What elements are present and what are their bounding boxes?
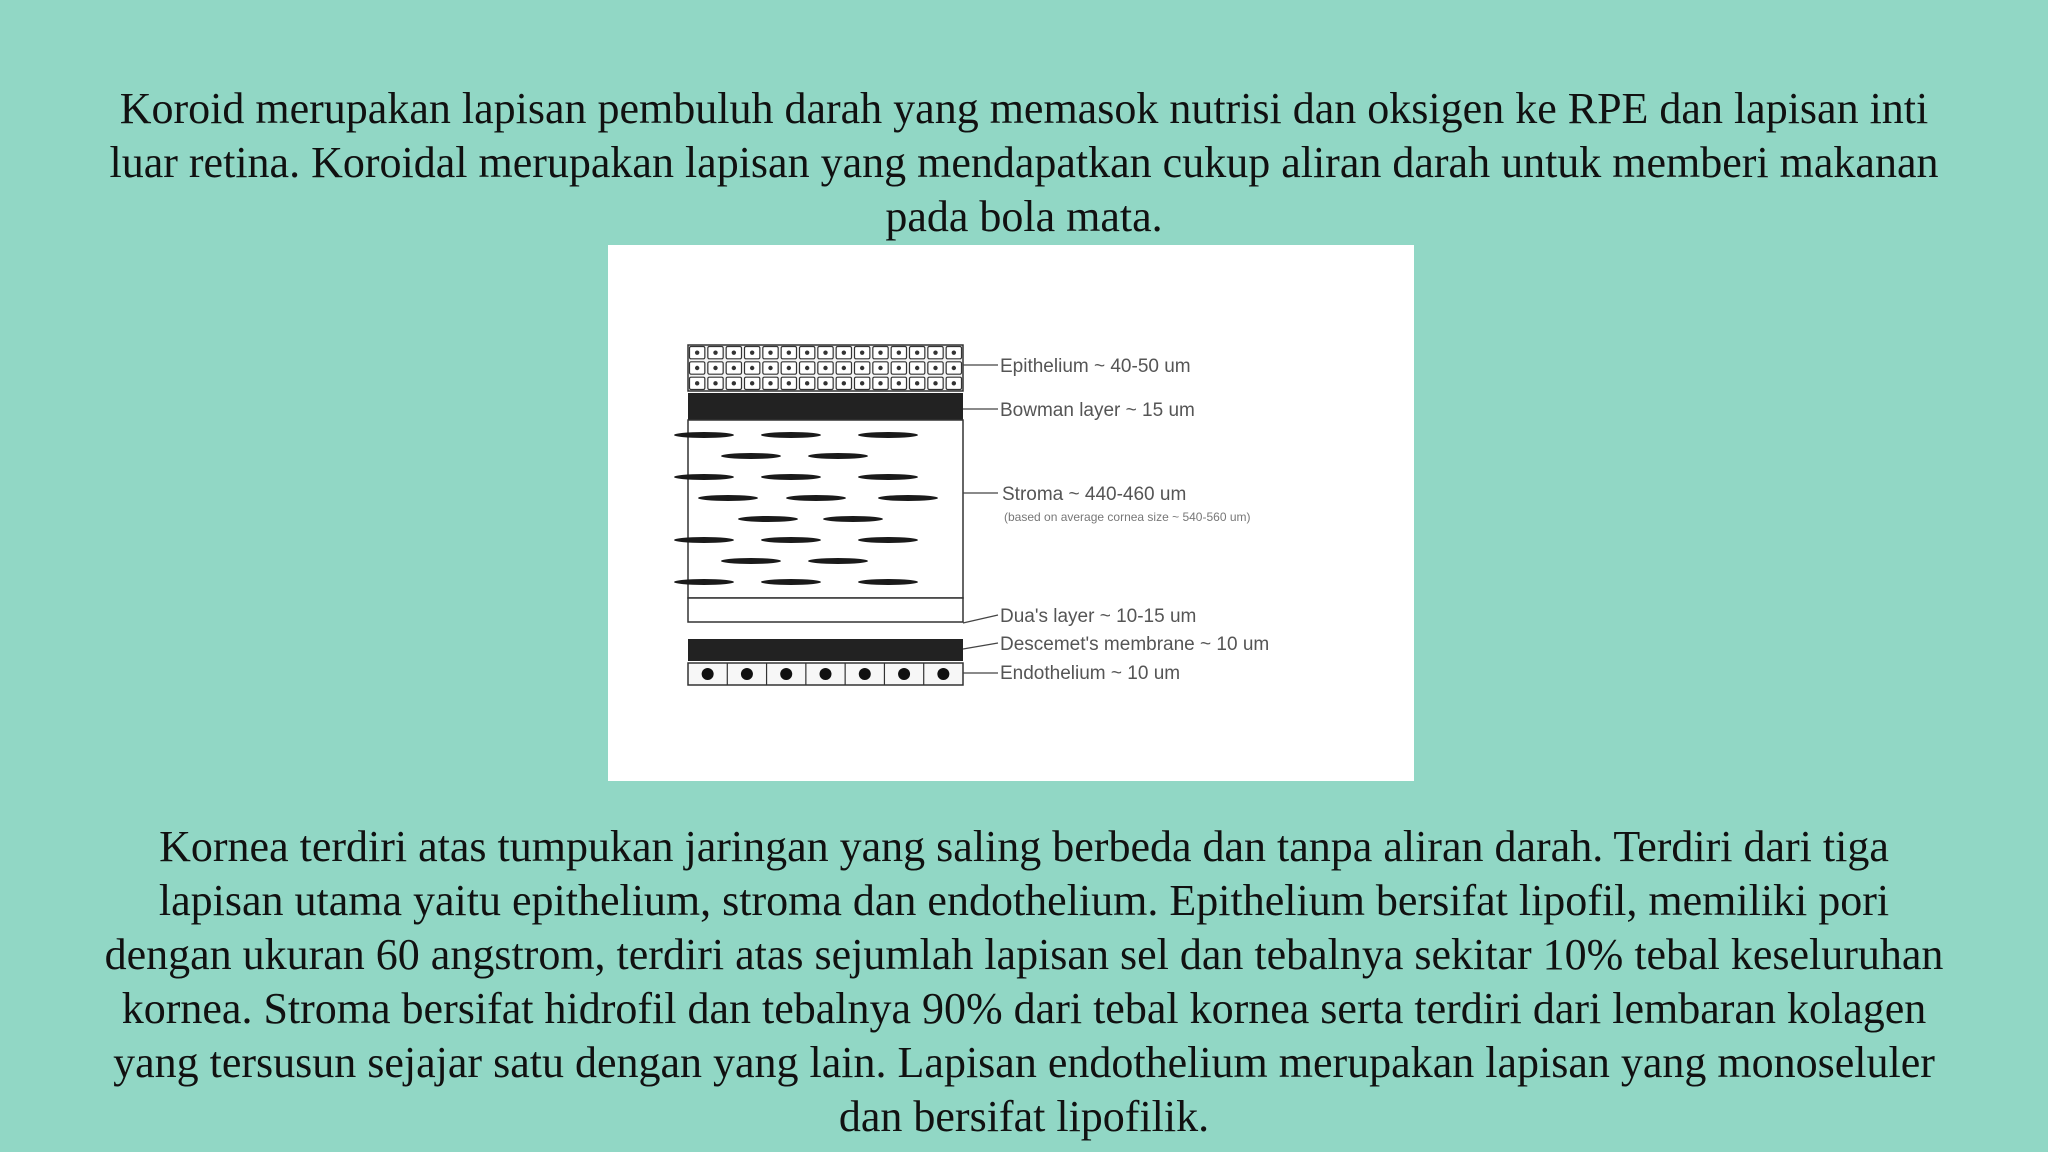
label-stroma-note: (based on average cornea size ~ 540-560 um) — [1004, 510, 1251, 524]
epithelium-nucleus — [842, 350, 846, 354]
keratocyte — [858, 537, 918, 543]
paragraph-choroid: Koroid merupakan lapisan pembuluh darah yang memasok nutrisi dan oksigen ke RPE dan lapisan inti luar retina. Koroidal merupakan lapisan yang mendapatkan cukup aliran darah untuk memberi makanan pada bola mata. — [109, 84, 1939, 241]
keratocyte — [674, 474, 734, 480]
epithelium-nucleus — [805, 350, 809, 354]
epithelium-nucleus — [915, 381, 919, 385]
epithelium-nucleus — [933, 350, 937, 354]
endothelium-nucleus — [937, 668, 949, 680]
epithelium-nucleus — [732, 350, 736, 354]
epithelium-nucleus — [823, 366, 827, 370]
keratocyte — [808, 558, 868, 564]
epithelium-nucleus — [732, 366, 736, 370]
keratocyte — [858, 474, 918, 480]
epithelium-nucleus — [842, 381, 846, 385]
epithelium-nucleus — [952, 366, 956, 370]
epithelium-nucleus — [823, 381, 827, 385]
epithelium-nucleus — [915, 366, 919, 370]
keratocyte — [858, 579, 918, 585]
epithelium-nucleus — [933, 366, 937, 370]
epithelium-nucleus — [897, 381, 901, 385]
epithelium-nucleus — [713, 350, 717, 354]
keratocyte — [674, 579, 734, 585]
endothelium-nucleus — [741, 668, 753, 680]
epithelium-nucleus — [695, 350, 699, 354]
stroma-layer — [674, 420, 963, 598]
keratocyte — [721, 558, 781, 564]
keratocyte — [721, 453, 781, 459]
label-stroma: Stroma ~ 440-460 um — [1002, 484, 1187, 505]
keratocyte — [761, 579, 821, 585]
bowman-layer — [688, 393, 963, 420]
epithelium-nucleus — [713, 366, 717, 370]
epithelium-nucleus — [713, 381, 717, 385]
leader-descemet — [963, 643, 998, 649]
endothelium-nucleus — [780, 668, 792, 680]
epithelium-nucleus — [695, 381, 699, 385]
label-bowman: Bowman layer ~ 15 um — [1000, 400, 1195, 421]
epithelium-nucleus — [897, 350, 901, 354]
keratocyte — [674, 432, 734, 438]
epithelium-nucleus — [768, 366, 772, 370]
epithelium-nucleus — [695, 366, 699, 370]
epithelium-nucleus — [915, 350, 919, 354]
cornea-layers-diagram — [608, 245, 1414, 781]
label-endothelium: Endothelium ~ 10 um — [1000, 663, 1181, 684]
leader-duas — [963, 615, 998, 623]
label-epithelium: Epithelium ~ 40-50 um — [1000, 356, 1191, 377]
epithelium-nucleus — [768, 381, 772, 385]
keratocyte — [823, 516, 883, 522]
epithelium-nucleus — [878, 366, 882, 370]
endothelium-layer — [688, 663, 963, 685]
endothelium-nucleus — [859, 668, 871, 680]
keratocyte — [761, 474, 821, 480]
epithelium-nucleus — [750, 366, 754, 370]
endothelium-nucleus — [820, 668, 832, 680]
label-duas: Dua's layer ~ 10-15 um — [1000, 606, 1197, 627]
epithelium-nucleus — [878, 381, 882, 385]
epithelium-nucleus — [823, 350, 827, 354]
epithelium-nucleus — [933, 381, 937, 385]
epithelium-nucleus — [860, 350, 864, 354]
epithelium-nucleus — [787, 350, 791, 354]
label-descemet: Descemet's membrane ~ 10 um — [1000, 634, 1270, 655]
epithelium-nucleus — [750, 381, 754, 385]
descemet-membrane — [688, 639, 963, 661]
keratocyte — [858, 432, 918, 438]
epithelium-nucleus — [787, 381, 791, 385]
keratocyte — [808, 453, 868, 459]
epithelium-nucleus — [842, 366, 846, 370]
epithelium-nucleus — [805, 366, 809, 370]
keratocyte — [674, 537, 734, 543]
paragraph-cornea: Kornea terdiri atas tumpukan jaringan yang saling berbeda dan tanpa aliran darah. Terdiri dari tiga lapisan utama yaitu epithelium, stroma dan endothelium. Epithelium bersifat lipofil, memiliki pori dengan ukuran 60 angstrom, terdiri atas sejumlah lapisan sel dan tebalnya sekitar 10% tebal keseluruhan kornea. Stroma bersifat hidrofil dan tebalnya 90% dari tebal kornea serta terdiri dari lembaran kolagen yang tersusun sejajar satu dengan yang lain. Lapisan endothelium merupakan lapisan yang monoseluler dan bersifat lipofilik. — [104, 822, 1944, 1141]
endothelium-nucleus — [702, 668, 714, 680]
keratocyte — [878, 495, 938, 501]
keratocyte — [761, 537, 821, 543]
epithelium-nucleus — [860, 381, 864, 385]
epithelium-nucleus — [768, 350, 772, 354]
epithelium-nucleus — [878, 350, 882, 354]
epithelium-nucleus — [897, 366, 901, 370]
keratocyte — [738, 516, 798, 522]
epithelium-nucleus — [805, 381, 809, 385]
keratocyte — [786, 495, 846, 501]
duas-layer — [688, 598, 963, 622]
epithelium-nucleus — [732, 381, 736, 385]
epithelium-nucleus — [952, 381, 956, 385]
cornea-layers-figure — [608, 245, 1414, 781]
keratocyte — [761, 432, 821, 438]
keratocyte — [698, 495, 758, 501]
epithelium-nucleus — [750, 350, 754, 354]
epithelium-nucleus — [787, 366, 791, 370]
endothelium-nucleus — [898, 668, 910, 680]
epithelium-nucleus — [860, 366, 864, 370]
epithelium-nucleus — [952, 350, 956, 354]
epithelium-layer — [688, 345, 963, 391]
